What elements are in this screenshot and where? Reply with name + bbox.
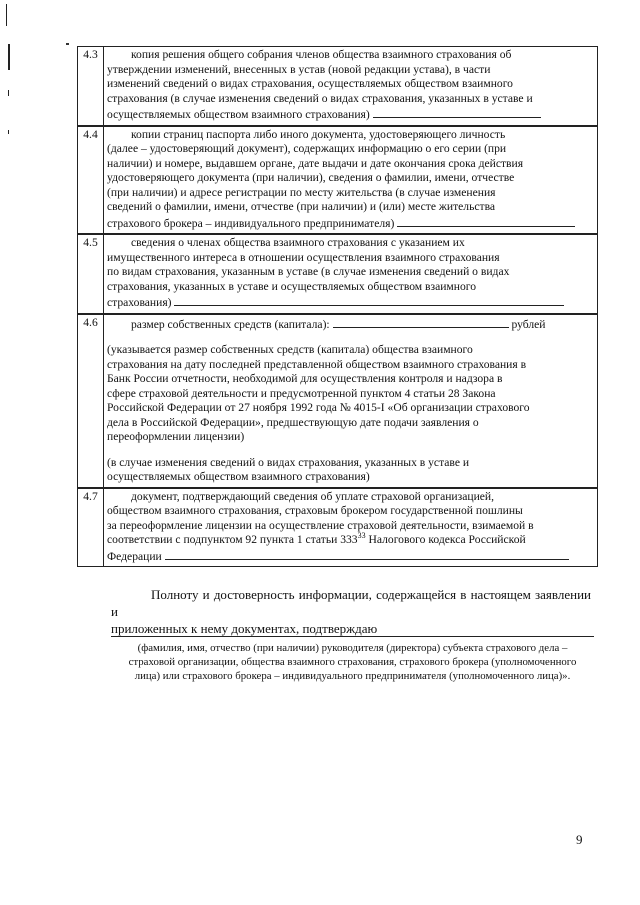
text-line: Российской Федерации от 27 ноября 1992 года № 4015-I «Об организации страхового — [107, 401, 530, 414]
text-line: сведений о фамилии, имени, отчестве (при наличии) и (или) месте жительства — [107, 200, 496, 213]
item-text — [104, 47, 598, 126]
table-row-4-5 — [78, 234, 598, 314]
capital-line — [107, 316, 594, 333]
text-line-with-blank: Федерации — [107, 548, 594, 565]
confirmation-paragraph — [111, 586, 591, 637]
text-line: по видам страхования, указанным в уставе (в случае изменения сведений о видах — [107, 265, 510, 278]
text-line: документ, подтверждающий сведения об уплате страховой организацией, — [131, 489, 495, 503]
text-line: копии страниц паспорта либо иного документа, удостоверяющего личность — [131, 127, 506, 141]
text-line: Банк России отчетности, необходимой для осуществления контроля и надзора в — [107, 372, 503, 385]
text-line: обществом взаимного страхования, страховым брокером государственной пошлины — [107, 504, 523, 517]
item-number: 4.7 — [78, 488, 104, 567]
table-row-4-6 — [78, 314, 598, 488]
text-line-with-blank: страхового брокера – индивидуального предпринимателя) — [107, 215, 594, 232]
text-line: страхования (в случае изменения сведений о видах страхования, указанных в уставе и — [107, 91, 533, 105]
text-line: сфере страховой деятельности и предусмотренной пунктом 4 статьи 28 Закона — [107, 386, 496, 400]
text-line-with-blank: осуществляемых обществом взаимного страхования) — [107, 106, 594, 123]
text-line: переоформлении лицензии) — [107, 430, 245, 443]
superscript: 33 — [357, 531, 366, 541]
caption-line: страховой организации, общества взаимного страхования, страхового брокера (уполномоченного — [128, 656, 577, 669]
caption-line: лица) или страхового брокера – индивидуального предпринимателя (уполномоченного лица)». — [134, 670, 571, 683]
scan-dot — [66, 43, 69, 45]
text-line-with-blank: страхования) — [107, 294, 594, 311]
scan-edge-mark — [8, 90, 9, 96]
fill-blank[interactable] — [165, 548, 569, 560]
text-line: осуществляемых обществом взаимного страхования) — [107, 470, 370, 483]
text-line: сведения о членах общества взаимного страхования с указанием их — [131, 236, 465, 249]
currency-unit: рублей — [511, 317, 546, 331]
capital-amount-field[interactable] — [333, 316, 509, 328]
text-line: за переоформление лицензии на осуществление страховой деятельности, взимаемой в — [107, 518, 534, 532]
capital-label: размер собственных средств (капитала): — [131, 317, 330, 331]
item-text — [104, 314, 598, 488]
scan-edge-mark — [8, 130, 9, 134]
text-line: наличии) и номере, выдавшем органе, дате выдачи и дате окончания срока действия — [107, 156, 524, 170]
confirmation-line: приложенных к нему документах, подтверждаю — [111, 621, 378, 636]
item-number: 4.5 — [78, 234, 104, 314]
item-text — [104, 234, 598, 314]
item-number: 4.3 — [78, 47, 104, 126]
text-line: соответствии с подпунктом 92 пункта 1 статьи $333^{33}$ Налогового кодекса Российской — [107, 531, 526, 546]
text-line: удостоверяющего документа (при наличии), сведения о фамилии, имени, отчестве — [107, 171, 515, 184]
item-text — [104, 126, 598, 235]
text-line: (при наличии) и адресе регистрации по месту жительства (в случае изменения — [107, 185, 496, 199]
page-number: 9 — [576, 832, 583, 847]
text-line: (в случае изменения сведений о видах страхования, указанных в уставе и — [107, 455, 470, 469]
documents-table — [77, 46, 598, 567]
caption-line: (фамилия, имя, отчество (при наличии) руководителя (директора) субъекта страхового дела – — [137, 642, 568, 654]
scan-edge-mark — [8, 44, 10, 70]
fill-blank[interactable] — [397, 215, 575, 227]
scan-edge-mark — [6, 4, 7, 26]
fill-blank[interactable] — [174, 294, 564, 306]
signature-caption — [111, 641, 594, 684]
table-row-4-3 — [78, 47, 598, 126]
fill-blank[interactable] — [373, 106, 541, 118]
item-number: 4.4 — [78, 126, 104, 235]
text-line: дела в Российской Федерации», предшествующую дате подачи заявления о — [107, 415, 479, 429]
signature-line[interactable] — [111, 636, 594, 637]
text-line: имущественного интереса в отношении осуществления взаимного страхования — [107, 250, 500, 264]
text-line: копия решения общего собрания членов общества взаимного страхования об — [131, 48, 512, 61]
text-line: изменений сведений о видах страхования, осуществляемых обществом взаимного — [107, 77, 513, 90]
confirmation-line: Полноту и достоверность информации, содержащейся в настоящем заявлении и — [111, 587, 591, 619]
text-line: страхования, указанных в уставе и осуществляемых обществом взаимного — [107, 279, 477, 293]
text-line: утверждении изменений, внесенных в устав (новой редакции устава), в части — [107, 62, 491, 76]
text-line: страхования на дату последней представленной обществом взаимного страхования в — [107, 357, 527, 371]
item-text — [104, 488, 598, 567]
item-number: 4.6 — [78, 314, 104, 488]
text-line: (указывается размер собственных средств (капитала) общества взаимного — [107, 343, 473, 356]
table-row-4-7 — [78, 488, 598, 567]
text-line: (далее – удостоверяющий документ), содержащих информацию о его серии (при — [107, 142, 507, 155]
table-row-4-4 — [78, 126, 598, 235]
